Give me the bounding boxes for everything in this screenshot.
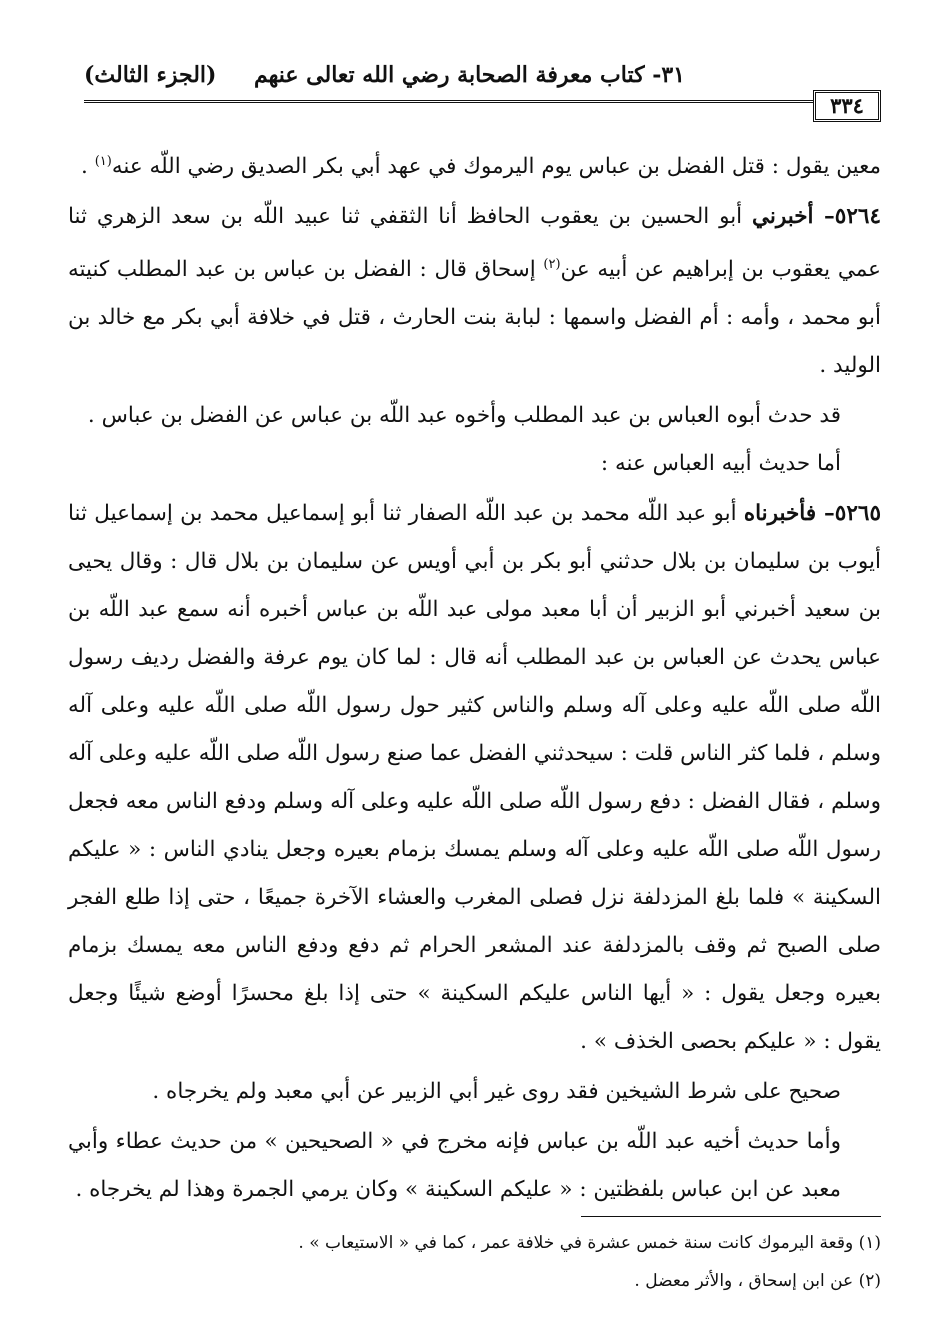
chapter-title: ٣١- كتاب معرفة الصحابة رضي الله تعالى عنهم bbox=[253, 62, 685, 88]
footnotes bbox=[68, 1224, 881, 1300]
page-number: ٣٣٤ bbox=[813, 90, 881, 122]
footnote-marker: (٢) bbox=[858, 1271, 881, 1291]
paragraph-text: أما حديث أبيه العباس عنه : bbox=[600, 451, 841, 477]
paragraph-4 bbox=[68, 440, 881, 488]
footnote-marker: (١) bbox=[858, 1233, 881, 1253]
volume-label: (الجزء الثالث) bbox=[84, 62, 217, 88]
paragraph-text: أبو عبد اللّه محمد بن عبد اللّه الصفار ثنا أبو إسماعيل محمد بن إسماعيل ثنا أيوب بن سليمان بن بلال حدثني أبو بكر بن أبي أويس عن سليمان بن بلال قال : وقال يحيى بن سعيد أخبرني أبو الزبير أن أبا معبد مولى عبد اللّه بن عباس أخبره أنه سمع عبد اللّه بن عباس يحدث عن العباس بن عبد المطلب أنه قال : لما كان يوم عرفة والفضل رديف رسول اللّه صلى اللّه عليه وعلى آله وسلم والناس كثير حول رسول اللّه صلى اللّه عليه وعلى آله وسلم ، فلما كثر الناس قلت : سيحدثني الفضل عما صنع رسول اللّه صلى اللّه عليه وعلى آله وسلم ، فقال الفضل : دفع رسول اللّه صلى اللّه عليه وعلى آله وسلم ودفع الناس معه فجعل رسول اللّه صلى اللّه عليه وعلى آله وسلم يمسك بزمام بعيره وجعل ينادي الناس : « عليكم السكينة » فلما بلغ المزدلفة نزل فصلى المغرب والعشاء الآخرة جميعًا ، حتى إذا طلع الفجر صلى الصبح ثم وقف بالمزدلفة عند المشعر الحرام ثم دفع ودفع الناس معه يمسك بزمام بعيره وجعل يقول : « أيها الناس عليكم السكينة » حتى إذا بلغ محسرًا أوضع شيئًا وجعل يقول : « عليكم بحصى الخذف » . bbox=[68, 501, 881, 1055]
paragraph-7 bbox=[68, 1118, 881, 1214]
footnote-ref-2[interactable]: (٢) bbox=[543, 257, 561, 273]
paragraph-text: أبو الحسين بن يعقوب الحافظ أنا الثقفي ثنا عبيد اللّه بن سعد الزهري ثنا عمي يعقوب بن إبراهيم عن أبيه عن bbox=[68, 204, 882, 283]
paragraph-tail: . bbox=[81, 154, 95, 180]
footnote-text: عن ابن إسحاق ، والأثر معضل . bbox=[634, 1271, 854, 1291]
hadith-number: ٥٢٦٤– أخبرني bbox=[752, 204, 881, 230]
header-rule bbox=[84, 100, 877, 103]
paragraph-text: قد حدث أبوه العباس بن عبد المطلب وأخوه عبد اللّه بن عباس عن الفضل بن عباس . bbox=[87, 403, 841, 429]
hadith-number: ٥٢٦٥– فأخبرناه bbox=[743, 501, 881, 527]
main-text bbox=[68, 138, 881, 1214]
footnote-1 bbox=[68, 1224, 881, 1262]
paragraph-tail: إسحاق قال : الفضل بن عباس بن عبد المطلب كنيته أبو محمد ، وأمه : أم الفضل واسمها : لبابة بنت الحارث ، قتل في خلافة أبي بكر مع خالد بن الوليد . bbox=[68, 257, 881, 379]
paragraph-3 bbox=[68, 392, 881, 440]
paragraph-text: معين يقول : قتل الفضل بن عباس يوم اليرموك في عهد أبي بكر الصديق رضي اللّه عنه bbox=[111, 154, 881, 180]
paragraph-6 bbox=[68, 1068, 881, 1116]
footnote-2 bbox=[68, 1262, 881, 1300]
footnote-rule bbox=[581, 1216, 881, 1217]
paragraph-text: وأما حديث أخيه عبد اللّه بن عباس فإنه مخرج في « الصحيحين » من حديث عطاء وأبي معبد عن ابن عباس بلفظتين : « عليكم السكينة » وكان يرمي الجمرة وهذا لم يخرجاه . bbox=[68, 1129, 841, 1203]
hadith-5265 bbox=[68, 490, 881, 1066]
paragraph-text: صحيح على شرط الشيخين فقد روى غير أبي الزبير عن أبي معبد ولم يخرجاه . bbox=[152, 1079, 841, 1105]
footnote-ref-1[interactable]: (١) bbox=[94, 154, 112, 169]
hadith-5264 bbox=[68, 193, 881, 390]
paragraph-1 bbox=[68, 138, 881, 191]
footnote-text: وقعة اليرموك كانت سنة خمس عشرة في خلافة عمر ، كما في « الاستيعاب » . bbox=[298, 1233, 854, 1253]
page-header bbox=[84, 58, 885, 98]
